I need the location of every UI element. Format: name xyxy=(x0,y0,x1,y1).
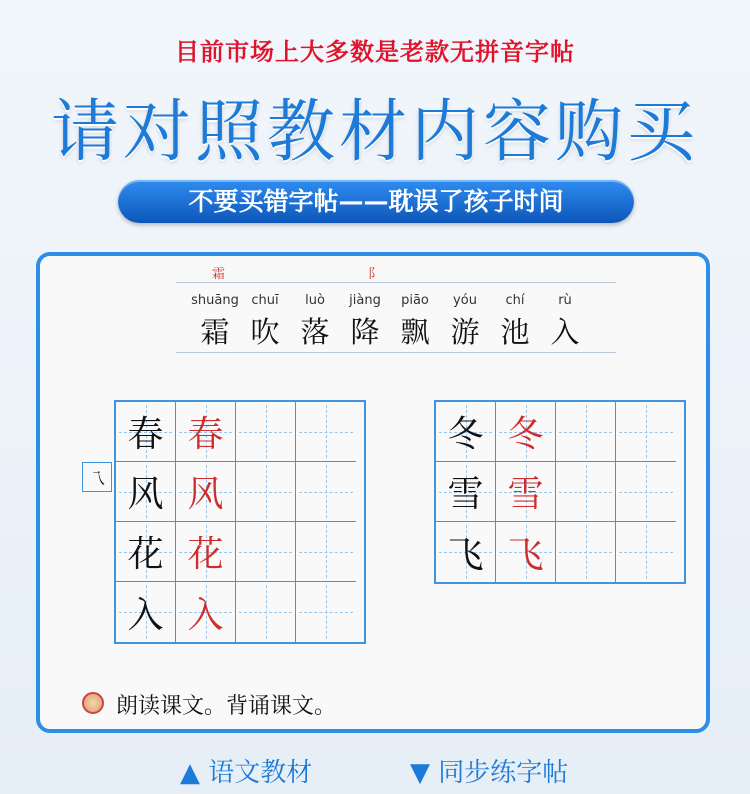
trace-char: 风 xyxy=(187,474,224,515)
trace-cell xyxy=(496,522,556,582)
pinyin: yóu xyxy=(453,293,477,308)
pinyin: shuāng xyxy=(191,293,239,308)
blank-cell xyxy=(296,402,356,462)
vocab-char: 游 xyxy=(450,315,480,349)
grid-row xyxy=(436,462,684,522)
blank-cell xyxy=(236,522,296,582)
grid-row xyxy=(116,402,364,462)
model-char: 冬 xyxy=(447,414,484,455)
top-note: 目前市场上大多数是老款无拼音字帖 xyxy=(175,38,575,66)
reading-instruction: 朗读课文。背诵课文。 xyxy=(116,694,337,719)
pinyin: chuī xyxy=(251,293,279,308)
legend-copybook: ▼ 同步练字帖 xyxy=(410,758,569,788)
trace-cell xyxy=(176,582,236,642)
trace-cell xyxy=(176,402,236,462)
practice-grid-left xyxy=(114,400,366,644)
model-char: 花 xyxy=(127,534,164,575)
model-cell xyxy=(116,522,176,582)
model-char: 风 xyxy=(127,474,164,515)
header-glyph-left: 霜 xyxy=(212,267,226,282)
vocab-char: 降 xyxy=(350,315,380,349)
top-rule xyxy=(176,282,616,283)
trace-char: 冬 xyxy=(507,414,544,455)
legend-textbook: ▲ 语文教材 xyxy=(180,758,313,788)
radical-box: 乁 xyxy=(82,462,112,492)
model-char: 春 xyxy=(127,414,164,455)
blank-cell xyxy=(296,582,356,642)
grid-row xyxy=(116,582,364,642)
trace-char: 雪 xyxy=(507,474,544,515)
model-char: 雪 xyxy=(447,474,484,515)
model-char: 飞 xyxy=(447,534,484,576)
trace-char: 入 xyxy=(187,594,224,636)
bottom-rule xyxy=(176,352,616,353)
pinyin-row xyxy=(190,293,590,308)
pinyin: jiàng xyxy=(349,293,381,308)
vocab-char: 飘 xyxy=(400,315,430,349)
model-cell xyxy=(116,402,176,462)
model-cell xyxy=(436,462,496,522)
trace-char: 花 xyxy=(187,534,224,575)
practice-grid-right xyxy=(434,400,686,584)
blank-cell xyxy=(556,522,616,582)
pinyin: luò xyxy=(305,293,325,308)
trace-cell xyxy=(176,462,236,522)
model-cell xyxy=(116,462,176,522)
vocab-char: 池 xyxy=(500,315,530,349)
trace-char: 飞 xyxy=(507,534,544,576)
header-glyph-right: 阝 xyxy=(368,267,382,282)
blank-cell xyxy=(616,462,676,522)
model-char: 入 xyxy=(127,594,164,636)
blank-cell xyxy=(616,522,676,582)
vocab-char: 吹 xyxy=(250,315,280,349)
pinyin: rù xyxy=(558,293,572,308)
vocabulary-strip xyxy=(176,260,616,354)
blank-cell xyxy=(296,522,356,582)
model-cell xyxy=(116,582,176,642)
vocab-char: 入 xyxy=(550,315,580,349)
model-cell xyxy=(436,522,496,582)
trace-char: 春 xyxy=(187,414,224,455)
trace-cell xyxy=(176,522,236,582)
blank-cell xyxy=(236,582,296,642)
vocab-char: 落 xyxy=(300,315,330,349)
grid-row xyxy=(436,402,684,462)
reading-stamp-icon xyxy=(82,692,104,714)
grid-row xyxy=(116,522,364,582)
blank-cell xyxy=(556,462,616,522)
blank-cell xyxy=(236,402,296,462)
model-cell xyxy=(436,402,496,462)
trace-cell xyxy=(496,402,556,462)
grid-row xyxy=(436,522,684,582)
blank-cell xyxy=(236,462,296,522)
blank-cell xyxy=(616,402,676,462)
warning-pill: 不要买错字帖——耽误了孩子时间 xyxy=(118,180,634,223)
trace-cell xyxy=(496,462,556,522)
vocab-row xyxy=(190,310,590,351)
blank-cell xyxy=(556,402,616,462)
pinyin: chí xyxy=(505,293,525,308)
headline: 请对照教材内容购买 xyxy=(50,93,699,172)
pinyin: piāo xyxy=(401,293,429,308)
vocab-char: 霜 xyxy=(200,315,230,349)
grid-row xyxy=(116,462,364,522)
blank-cell xyxy=(296,462,356,522)
